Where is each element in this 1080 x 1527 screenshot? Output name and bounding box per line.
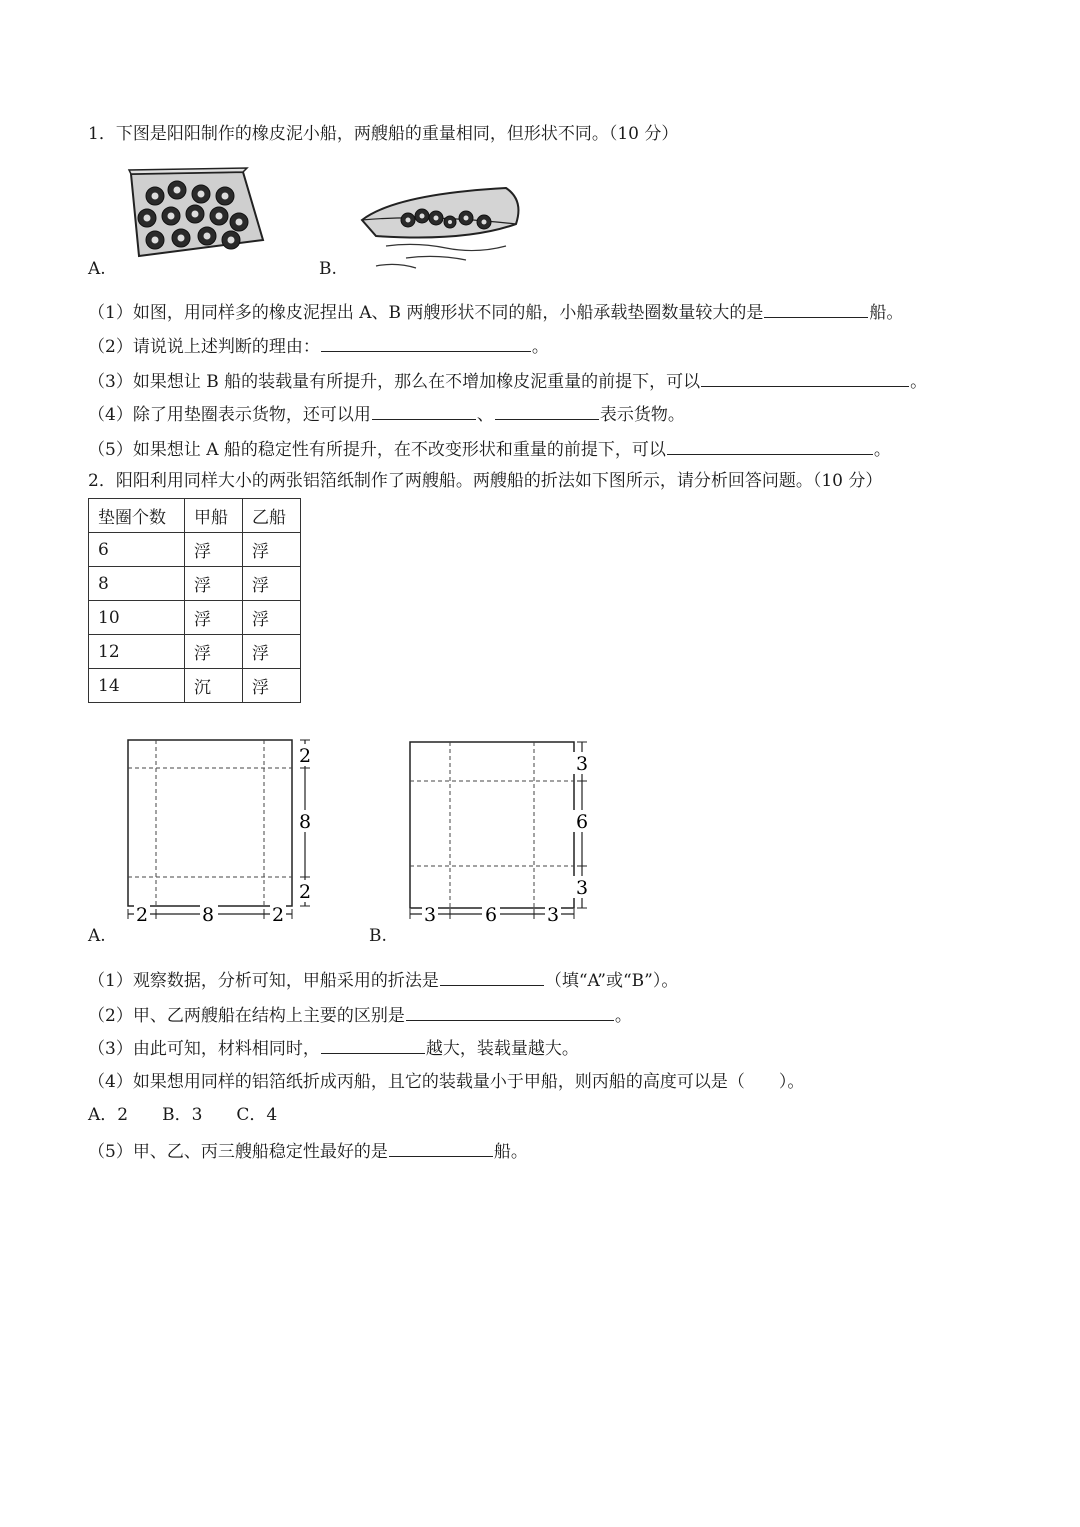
fold-a-middle-dimension: 8 (298, 811, 312, 833)
table-header-cell: 垫圈个数 (89, 499, 185, 533)
washer-float-table (88, 498, 301, 703)
fold-a-left-dimension: 2 (135, 904, 149, 926)
fold-diagram-b (402, 732, 602, 928)
q1-sub2-text: （2）请说说上述判断的理由： (88, 337, 320, 357)
q2-sub2-suffix: 。 (614, 1006, 632, 1026)
q1-sub4-text: （4）除了用垫圈表示货物，还可以用 (88, 405, 371, 425)
q1-sub1-text: （1）如图，用同样多的橡皮泥捏出 A、B 两艘形状不同的船，小船承载垫圈数量较大的是 (88, 303, 764, 323)
q1-sub2-suffix: 。 (531, 337, 549, 357)
q1-figure-a-label: A. (88, 259, 106, 279)
q2-sub5-suffix: 船。 (493, 1142, 528, 1162)
table-header-cell: 甲船 (185, 499, 243, 533)
q2-figure-b-label: B. (369, 926, 387, 946)
clay-boat-a-image (125, 166, 271, 266)
fold-diagram-a (120, 732, 320, 928)
q1-sub3-answer-blank[interactable] (701, 368, 909, 387)
q2-sub3-answer-blank[interactable] (321, 1035, 425, 1054)
q2-sub5 (88, 1138, 528, 1164)
table-row (89, 567, 301, 601)
table-cell: 10 (89, 601, 185, 635)
q1-sub3-suffix: 。 (910, 372, 928, 392)
table-header-row (89, 499, 301, 533)
q2-sub5-text: （5）甲、乙、丙三艘船稳定性最好的是 (88, 1142, 388, 1162)
q2-options: A．2 B．3 C．4 (88, 1105, 278, 1125)
fold-b-left-dimension: 3 (423, 904, 437, 926)
q1-sub5-answer-blank[interactable] (667, 436, 873, 455)
table-row (89, 635, 301, 669)
table-cell: 12 (89, 635, 185, 669)
q2-sub3-suffix: 越大，装载量越大。 (425, 1039, 579, 1059)
q1-sub4-separator: 、 (476, 405, 494, 425)
table-cell: 浮 (185, 635, 243, 669)
q2-figure-a-label: A. (88, 926, 106, 946)
q1-sub3 (88, 368, 927, 394)
fold-a-base-dimension: 8 (201, 904, 215, 926)
q2-title: 2．阳阳利用同样大小的两张铝箔纸制作了两艘船。两艘船的折法如下图所示，请分析回答问题。（10 分） (88, 471, 883, 491)
fold-b-right-dimension: 3 (546, 904, 560, 926)
fold-b-middle-dimension: 6 (575, 811, 589, 833)
q2-sub1-suffix: （填“A”或“B”）。 (544, 971, 679, 991)
q1-sub1-suffix: 船。 (869, 303, 904, 323)
q1-sub5-suffix: 。 (873, 440, 891, 460)
table-cell: 沉 (185, 669, 243, 703)
q2-sub4: （4）如果想用同样的铝箔纸折成丙船，且它的装载量小于甲船，则丙船的高度可以是（ ）。 (88, 1072, 805, 1092)
fold-a-bottom-dimension: 2 (298, 881, 312, 903)
fold-b-base-dimension: 6 (484, 904, 498, 926)
table-cell: 浮 (185, 567, 243, 601)
q1-sub1-answer-blank[interactable] (764, 299, 868, 318)
table-row (89, 533, 301, 567)
q1-sub5-text: （5）如果想让 A 船的稳定性有所提升，在不改变形状和重量的前提下，可以 (88, 440, 666, 460)
table-row (89, 669, 301, 703)
table-row (89, 601, 301, 635)
fold-a-right-dimension: 2 (271, 904, 285, 926)
q1-sub4-suffix: 表示货物。 (599, 405, 685, 425)
q2-sub1 (88, 967, 678, 993)
clay-boat-b-image (356, 180, 526, 276)
table-header-cell: 乙船 (243, 499, 301, 533)
q1-sub5 (88, 436, 891, 462)
fold-b-bottom-dimension: 3 (575, 877, 589, 899)
table-cell: 浮 (243, 567, 301, 601)
q1-sub4 (88, 401, 685, 427)
table-cell: 浮 (185, 533, 243, 567)
q1-sub4-answer-blank-2[interactable] (495, 401, 599, 420)
q2-sub1-text: （1）观察数据，分析可知，甲船采用的折法是 (88, 971, 439, 991)
q1-sub1 (88, 299, 903, 325)
q1-title: 1．下图是阳阳制作的橡皮泥小船，两艘船的重量相同，但形状不同。（10 分） (88, 124, 679, 144)
q2-sub3-text: （3）由此可知，材料相同时， (88, 1039, 320, 1059)
table-cell: 6 (89, 533, 185, 567)
table-cell: 8 (89, 567, 185, 601)
fold-a-top-dimension: 2 (298, 745, 312, 767)
table-cell: 14 (89, 669, 185, 703)
q2-sub5-answer-blank[interactable] (389, 1138, 493, 1157)
q1-sub4-answer-blank-1[interactable] (372, 401, 476, 420)
table-cell: 浮 (243, 635, 301, 669)
q1-sub3-text: （3）如果想让 B 船的装载量有所提升，那么在不增加橡皮泥重量的前提下，可以 (88, 372, 701, 392)
q2-sub1-answer-blank[interactable] (440, 967, 544, 986)
q1-sub2 (88, 333, 549, 359)
table-cell: 浮 (243, 601, 301, 635)
table-cell: 浮 (185, 601, 243, 635)
q1-sub2-answer-blank[interactable] (321, 333, 531, 352)
q2-sub2 (88, 1002, 632, 1028)
q1-figure-b-label: B. (319, 259, 337, 279)
table-cell: 浮 (243, 669, 301, 703)
q2-sub2-answer-blank[interactable] (406, 1002, 614, 1021)
q2-sub2-text: （2）甲、乙两艘船在结构上主要的区别是 (88, 1006, 405, 1026)
q2-sub3 (88, 1035, 579, 1061)
fold-b-top-dimension: 3 (575, 753, 589, 775)
table-cell: 浮 (243, 533, 301, 567)
